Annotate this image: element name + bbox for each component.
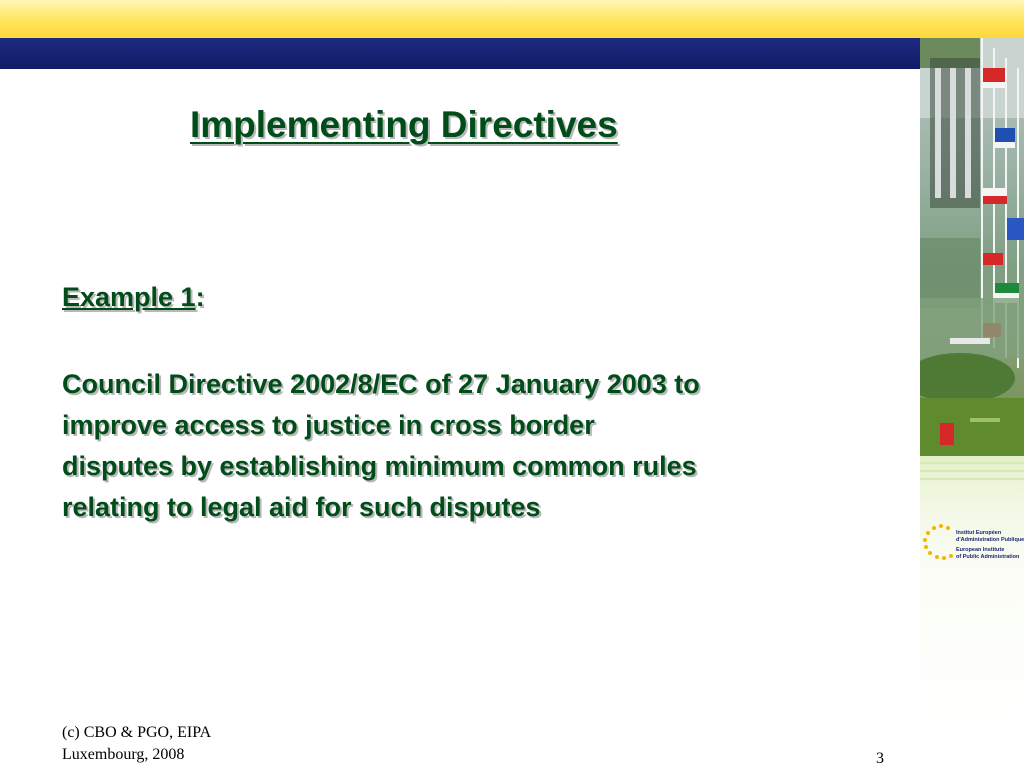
flags-photo (920, 38, 1024, 456)
navy-header-band (0, 38, 920, 69)
photo-fade-panel (920, 456, 1024, 746)
logo-line: European Institute (956, 547, 1005, 553)
footer-line-location: Luxembourg, 2008 (62, 746, 185, 763)
directive-description (62, 364, 892, 528)
example-label: Example 1 (62, 282, 196, 312)
example-heading (62, 282, 205, 313)
footer-line-copyright: (c) CBO & PGO, EIPA (62, 724, 212, 741)
logo-line: d'Administration Publique (956, 536, 1024, 543)
example-colon: : (195, 282, 205, 312)
eipa-logo (922, 516, 1022, 572)
logo-line: of Public Administration (956, 553, 1020, 560)
body-line: improve access to justice in cross border (62, 410, 595, 440)
slide-title: Implementing Directives (190, 104, 618, 145)
top-yellow-band (0, 0, 1024, 38)
body-line: relating to legal aid for such disputes (62, 492, 541, 522)
body-line: Council Directive 2002/8/EC of 27 January 2003 to (62, 369, 700, 399)
star-circle-icon (922, 522, 956, 562)
logo-line: Institut Européen (956, 530, 1002, 536)
copyright-footer (62, 722, 211, 766)
body-line: disputes by establishing minimum common rules (62, 451, 697, 481)
page-number: 3 (876, 750, 884, 767)
logo-text (956, 530, 1024, 560)
